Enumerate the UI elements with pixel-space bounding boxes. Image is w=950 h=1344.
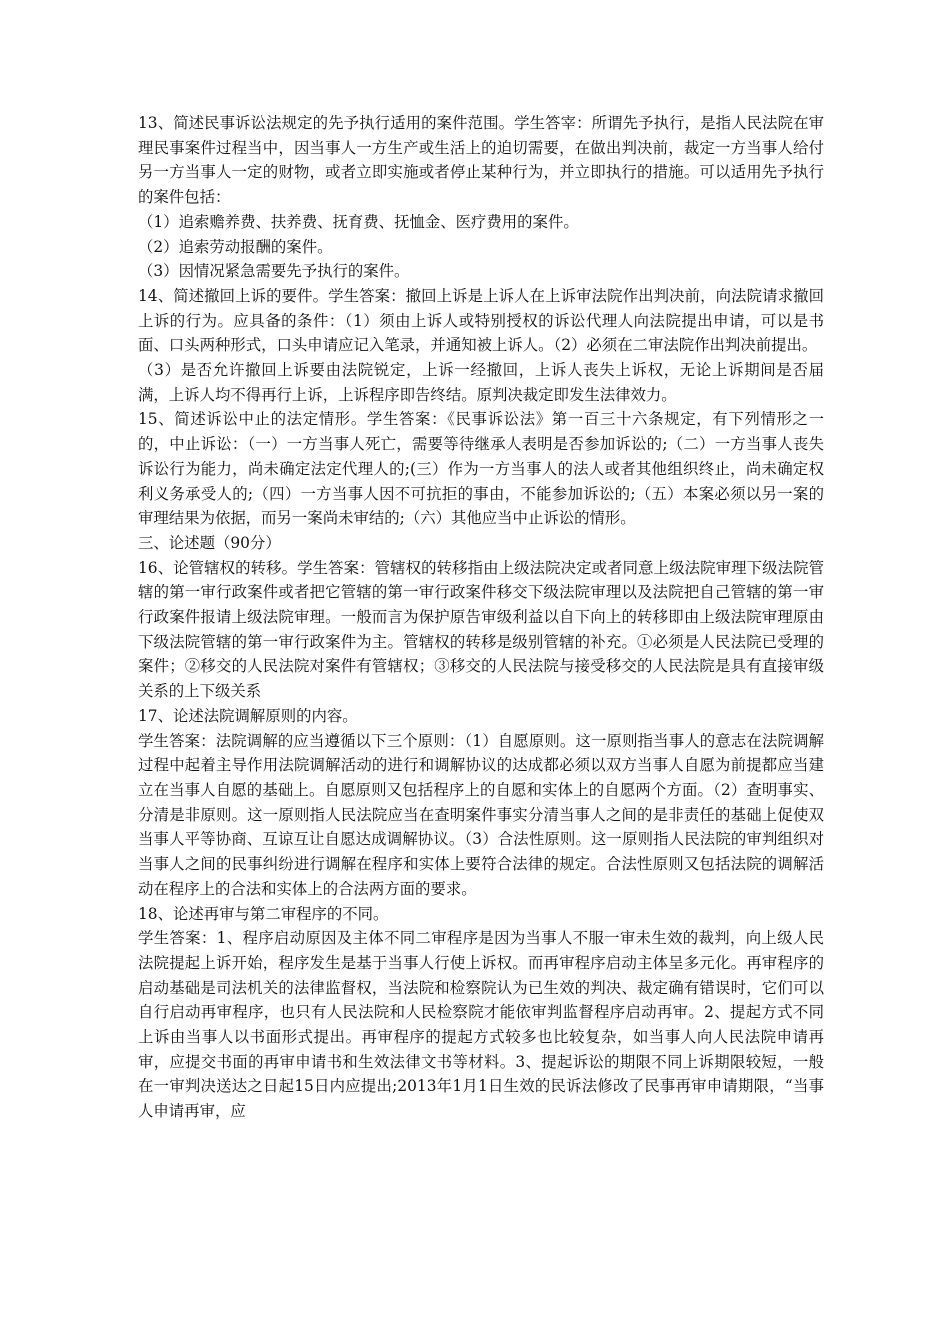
paragraph-q13-item-1: （1）追索赡养费、扶养费、抚育费、抚恤金、医疗费用的案件。 xyxy=(138,212,579,231)
paragraph-q17-answer: 学生答案：法院调解的应当遵循以下三个原则：（1）自愿原则。这一原则指当事人的意志在法院调解过程中起着主导作用法院调解活动的进行和调解协议的达成都必须以双方当事人自愿为前提都应当建立在当事人自愿的基础上。自愿原则又包括程序上的自愿和实体上的自愿两个方面。（2）查明事实、分清是非原则。这一原则指人民法院应当在查明案件事实分清当事人之间的是非责任的基础上促使双当事人平等协商、互谅互让自愿达成调解协议。（3）合法性原则。这一原则指人民法院的审判组织对当事人之间的民事纠纷进行调解在程序和实体上要符合法律的规定。合法性原则又包括法院的调解活动在程序上的合法和实体上的合法两方面的要求。 xyxy=(138,731,824,898)
paragraph-q16: 16、论管辖权的转移。学生答案：管辖权的转移指由上级法院决定或者同意上级法院审理下级法院管辖的第一审行政案件或者把它管辖的第一审行政案件移交下级法院审理以及法院把自己管辖的第一审行政案件报请上级法院审理。一般而言为保护原告审级利益以自下向上的转移即由上级法院审理原由下级法院管辖的第一审行政案件为主。管辖权的转移是级别管辖的补充。①必须是人民法院已受理的案件；②移交的人民法院对案件有管辖权；③移交的人民法院与接受移交的人民法院是具有直接审级关系的上下级关系 xyxy=(138,558,824,701)
paragraph-q15: 15、简述诉讼中止的法定情形。学生答案：《民事诉讼法》第一百三十六条规定，有下列情形之一的，中止诉讼：（一）一方当事人死亡，需要等待继承人表明是否参加诉讼的;（二）一方当事人丧失诉讼行为能力，尚未确定法定代理人的;(三）作为一方当事人的法人或者其他组织终止，尚未确定权利义务承受人的;（四）一方当事人因不可抗拒的事由，不能参加诉讼的;（五）本案必须以另一案的审理结果为依据，而另一案尚未审结的;（六）其他应当中止诉讼的情形。 xyxy=(138,410,824,528)
document-body xyxy=(138,111,824,1124)
section-heading-essay: 三、论述题（90分） xyxy=(138,533,281,552)
paragraph-q17-title: 17、论述法院调解原则的内容。 xyxy=(138,706,358,725)
paragraph-q18-title: 18、论述再审与第二审程序的不同。 xyxy=(138,904,389,923)
paragraph-q14: 14、简述撤回上诉的要件。学生答案：撤回上诉是上诉人在上诉审法院作出判决前，向法院请求撤回上诉的行为。应具备的条件：（1）须由上诉人或特别授权的诉讼代理人向法院提出申请，可以是书面、口头两种形式，口头申请应记入笔录，并通知被上诉人。（2）必须在二审法院作出判决前提出。 xyxy=(138,286,824,355)
paragraph-q13-item-3: （3）因情况紧急需要先予执行的案件。 xyxy=(138,262,410,281)
paragraph-q13-intro: 13、简述民事诉讼法规定的先予执行适用的案件范围。学生答宰：所谓先予执行，是指人民法院在审理民事案件过程当中，因当事人一方生产或生活上的迫切需要，在做出判决前，裁定一方当事人给付另一方当事人一定的财物，或者立即实施或者停止某种行为，并立即执行的措施。可以适用先予执行的案件包括： xyxy=(138,114,824,207)
paragraph-q18-answer: 学生答案：1、程序启动原因及主体不同二审程序是因为当事人不服一审未生效的裁判，向上级人民法院提起上诉开始，程序发生是基于当事人行使上诉权。而再审程序启动主体呈多元化。再审程序的启动基础是司法机关的法律监督权，当法院和检察院认为已生效的判决、裁定确有错误时，它们可以自行启动再审程序，也只有人民法院和人民检察院才能依审判监督程序启动再审。2、提起方式不同上诉由当事人以书面形式提出。再审程序的提起方式较多也比较复杂，如当事人向人民法院申请再审，应提交书面的再审申请书和生效法律文书等材料。3、提起诉讼的期限不同上诉期限较短，一般在一审判决送达之日起15日内应提出;2013年1月1日生效的民诉法修改了民事再审申请期限，“当事人申请再审，应 xyxy=(138,929,824,1121)
paragraph-q14-condition-3: （3）是否允许撤回上诉要由法院锐定，上诉一经撤回，上诉人丧失上诉权，无论上诉期间是否届满，上诉人均不得再行上诉，上诉程序即告终结。原判决裁定即发生法律效力。 xyxy=(138,361,824,404)
paragraph-q13-item-2: （2）追索劳动报酬的案件。 xyxy=(138,237,333,256)
